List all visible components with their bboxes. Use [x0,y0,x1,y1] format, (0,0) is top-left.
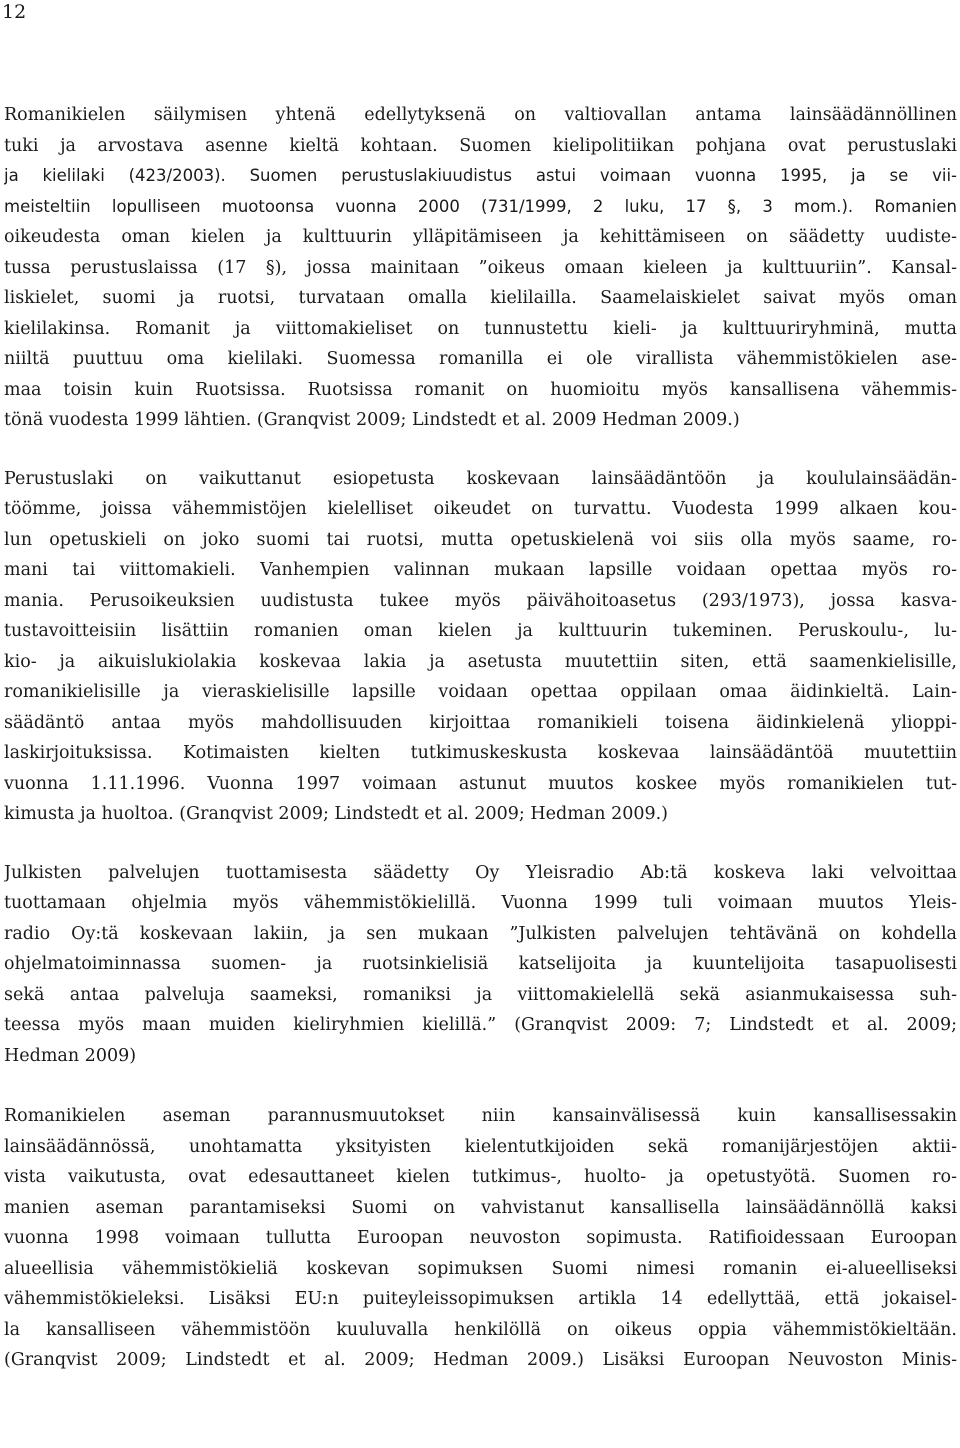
text-line: Hedman 2009) [4,1045,137,1066]
text-line: ohjelmatoiminnassa suomen- ja ruotsinkielisiä katselijoita ja kuuntelijoita tasapuolisesti [4,954,957,974]
text-line: Romanikielen säilymisen yhtenä edellytyksenä on valtiovallan antama lainsäädännöllinen [4,105,957,125]
text-line: liskielet, suomi ja ruotsi, turvataan omalla kielilailla. Saamelaiskielet saivat myös oman [4,288,957,308]
paragraph-romani-language-legislation [4,100,957,436]
text-line: mania. Perusoikeuksien uudistusta tukee myös päivähoitoasetus (293/1973), jossa kasva- [4,590,957,611]
text-line: tussa perustuslaissa (17 §), jossa mainitaan ”oikeus omaan kieleen ja kulttuuriin”. Kansal- [4,257,957,278]
paragraph-international-agreements [4,1101,957,1376]
text-line: vähemmistökieleksi. Lisäksi EU:n puiteyleissopimuksen artikla 14 edellyttää, että jokaisel- [4,1289,957,1309]
page-number: 12 [2,1,27,23]
text-line: mani tai viittomakieli. Vanhempien valinnan mukaan lapsille voidaan opettaa myös ro- [4,560,957,580]
text-line: maa toisin kuin Ruotsissa. Ruotsissa romanit on huomioitu myös kansallisena vähemmis- [4,379,957,400]
text-line: säädäntö antaa myös mahdollisuuden kirjoittaa romanikieli toisena äidinkielenä ylioppi- [4,712,957,733]
text-line: ja kielilaki (423/2003). Suomen perustuslakiuudistus astui voimaan vuonna 1995, ja se vii- [4,166,957,185]
text-line: vuonna 1998 voimaan tullutta Euroopan neuvoston sopimusta. Ratifioidessaan Euroopan [4,1228,957,1248]
text-line: Julkisten palvelujen tuottamisesta säädetty Oy Yleisradio Ab:tä koskeva laki velvoittaa [4,862,957,883]
text-line: vista vaikutusta, ovat edesauttaneet kielen tutkimus-, huolto- ja opetustyötä. Suomen ro- [4,1167,957,1187]
text-line: tuottamaan ohjelmia myös vähemmistökielillä. Vuonna 1999 tuli voimaan muutos Yleis- [4,893,957,913]
text-line: teessa myös maan muiden kieliryhmien kielillä.” (Granqvist 2009: 7; Lindstedt et al. 2009; [4,1015,957,1035]
text-line: meisteltiin lopulliseen muotoonsa vuonna 2000 (731/1999, 2 luku, 17 §, 3 mom.). Romanien [4,196,957,216]
text-line: lainsäädännössä, unohtamatta yksityisten kielentutkijoiden sekä romanijärjestöjen aktii- [4,1136,957,1157]
text-line: manien aseman parantamiseksi Suomi on vahvistanut kansallisella lainsäädännöllä kaksi [4,1197,957,1218]
text-line: tustavoitteisiin lisättiin romanien oman kielen ja kulttuurin tukeminen. Peruskoulu-, lu- [4,621,957,641]
text-line: lun opetuskieli on joko suomi tai ruotsi, mutta opetuskielenä voi siis olla myös saame, ro- [4,529,957,550]
text-line: Perustuslaki on vaikuttanut esiopetusta koskevaan lainsäädäntöön ja koululainsäädän- [4,468,957,489]
text-line: la kansalliseen vähemmistöön kuuluvalla henkilöllä on oikeus oppia vähemmistökieltään. [4,1319,957,1340]
text-line: niiltä puuttuu oma kielilaki. Suomessa romanilla ei ole virallista vähemmistökielen ase- [4,349,957,369]
text-line: kielilakinsa. Romanit ja viittomakieliset on tunnustettu kieli- ja kulttuuriryhminä, mutta [4,318,957,339]
text-line: romanikielisille ja vieraskielisille lapsille voidaan opettaa oppilaan omaa äidinkieltä. Lain- [4,682,957,702]
paragraph-public-broadcasting-law [4,858,957,1072]
text-line: radio Oy:tä koskevaan lakiin, ja sen mukaan ”Julkisten palvelujen tehtävänä on kohdella [4,923,957,944]
text-line: töömme, joissa vähemmistöjen kielelliset oikeudet on turvattu. Vuodesta 1999 alkaen kou- [4,499,957,519]
text-line: kimusta ja huoltoa. (Granqvist 2009; Lindstedt et al. 2009; Hedman 2009.) [4,804,669,824]
text-line: Romanikielen aseman parannusmuutokset niin kansainvälisessä kuin kansallisessakin [4,1106,957,1126]
text-line: kio- ja aikuislukiolakia koskevaa lakia ja asetusta muutettiin siten, että saamenkielisille, [4,651,957,672]
text-line: tönä vuodesta 1999 lähtien. (Granqvist 2009; Lindstedt et al. 2009 Hedman 2009.) [4,410,740,430]
document-body [4,100,957,1406]
text-line: laskirjoituksissa. Kotimaisten kielten tutkimuskeskusta koskevaa lainsäädäntöä muutettiin [4,743,957,763]
text-line: oikeudesta oman kielen ja kulttuurin ylläpitämiseen ja kehittämiseen on säädetty uudiste- [4,227,957,247]
text-line: tuki ja arvostava asenne kieltä kohtaan. Suomen kielipolitiikan pohjana ovat perustuslaki [4,135,957,156]
text-line: vuonna 1.11.1996. Vuonna 1997 voimaan astunut muutos koskee myös romanikielen tut- [4,773,957,794]
text-line: (Granqvist 2009; Lindstedt et al. 2009; Hedman 2009.) Lisäksi Euroopan Neuvoston Minis- [4,1350,957,1370]
text-line: alueellisia vähemmistökieliä koskevan sopimuksen Suomi nimesi romanin ei-alueelliseksi [4,1258,957,1279]
text-line: sekä antaa palveluja saameksi, romaniksi ja viittomakielellä sekä asianmukaisessa suh- [4,984,957,1005]
paragraph-education-legislation [4,464,957,830]
